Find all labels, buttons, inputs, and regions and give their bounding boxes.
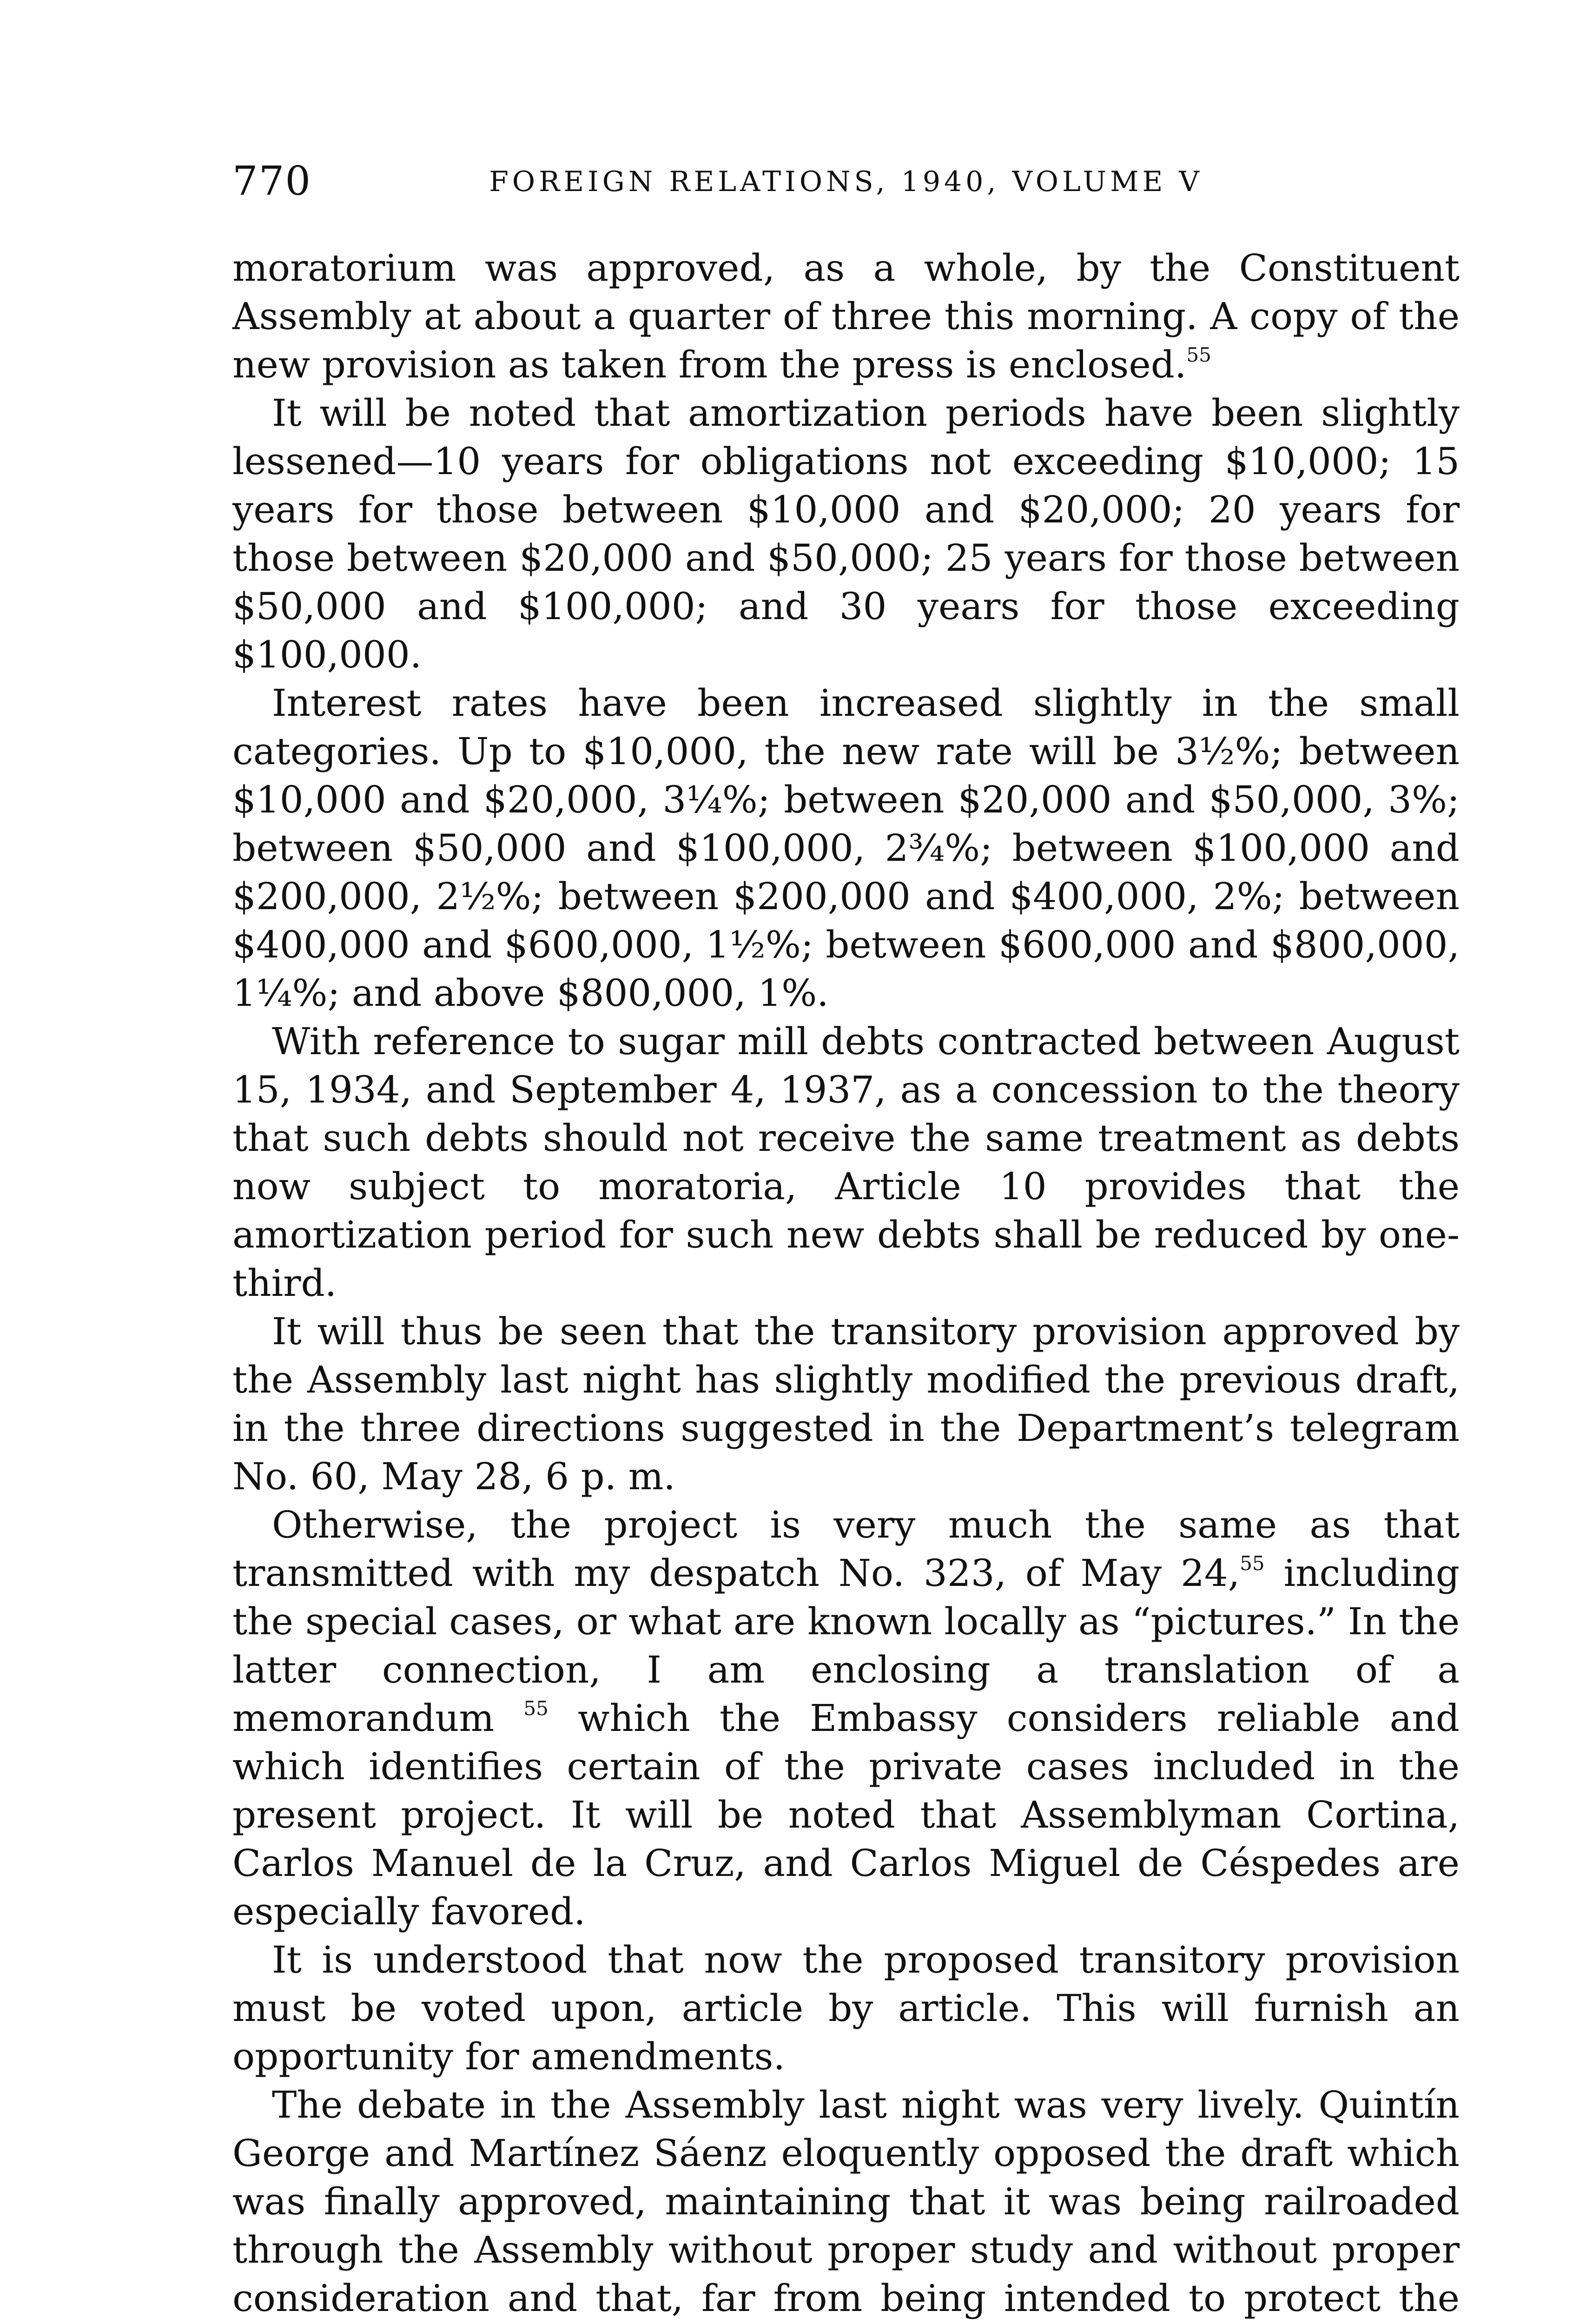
page-header <box>232 158 1460 209</box>
paragraph-text: It will be noted that amortization periods have been slightly lessened—10 years for obligations not exceeding $10,000; 15 years for those between $10,000 and $20,000; 20 years for those between $20,000 and $50,000; 25 years for those between $50,000 and $100,000; and 30 years for those exceeding $100,000. <box>232 391 1460 676</box>
paragraph-text: Interest rates have been increased slightly in the small categories. Up to $10,000, the new rate will be 3½%; between $10,000 and $20,000, 3¼%; between $20,000 and $50,000, 3%; between $50,000 and $100,000, 2¾%; between $100,000 and $200,000, 2½%; between $200,000 and $400,000, 2%; between $400,000 and $600,000, 1½%; between $600,000 and $800,000, 1¼%; and above $800,000, 1%. <box>232 681 1460 1015</box>
paragraph-list <box>232 244 1460 2324</box>
footnote-reference: 55 <box>1240 1552 1265 1575</box>
paragraph-text: Otherwise, the project is very much the same as that transmitted with my despatch No. 323, of May 24, <box>232 1503 1460 1595</box>
paragraph <box>232 1307 1460 1501</box>
paragraph-text: moratorium was approved, as a whole, by the Constituent Assembly at about a quarter of three this morning. A copy of the new provision as taken from the press is enclosed. <box>232 246 1460 386</box>
page-number: 770 <box>232 158 312 205</box>
paragraph <box>232 1936 1460 2081</box>
paragraph-text: including the special cases, or what are known locally as “pictures.” In the latter connection, I am enclosing a translation of a memorandum <box>232 1552 1460 1740</box>
paragraph-text: It will thus be seen that the transitory provision approved by the Assembly last night has slightly modified the previous draft, in the three directions suggested in the Department’s telegram No. 60, May 28, 6 p. m. <box>232 1310 1460 1498</box>
body-text <box>232 244 1460 2324</box>
footnote-reference: 55 <box>523 1697 549 1720</box>
running-title: FOREIGN RELATIONS, 1940, VOLUME V <box>489 165 1203 198</box>
paragraph <box>232 244 1460 389</box>
footnote-reference: 55 <box>1186 343 1211 366</box>
paragraph <box>232 679 1460 1017</box>
paragraph <box>232 1501 1460 1936</box>
paragraph-text: With reference to sugar mill debts contracted between August 15, 1934, and September 4, 1937, as a concession to the theory that such debts should not receive the same treatment as debts now subject to moratoria, Article 10 provides that the amortization period for such new debts shall be reduced by one-third. <box>232 1020 1460 1305</box>
paragraph <box>232 2081 1460 2324</box>
paragraph-text: It is understood that now the proposed transitory provision must be voted upon, article by article. This will furnish an opportunity for amendments. <box>232 1938 1460 2078</box>
paragraph <box>232 389 1460 679</box>
paragraph-text: which the Embassy considers reliable and which identifies certain of the private cases included in the present project. It will be noted that Assemblyman Cortina, Carlos Manuel de la Cruz, and Carlos Miguel de Céspedes are especially favored. <box>232 1697 1460 1933</box>
paragraph-text: The debate in the Assembly last night was very lively. Quintín George and Martínez Sáenz eloquently opposed the draft which was finally approved, maintaining that it was being railroaded through the Assembly without proper study and without proper consideration and that, far from being intended to protect the <box>232 2083 1460 2320</box>
paragraph <box>232 1017 1460 1307</box>
